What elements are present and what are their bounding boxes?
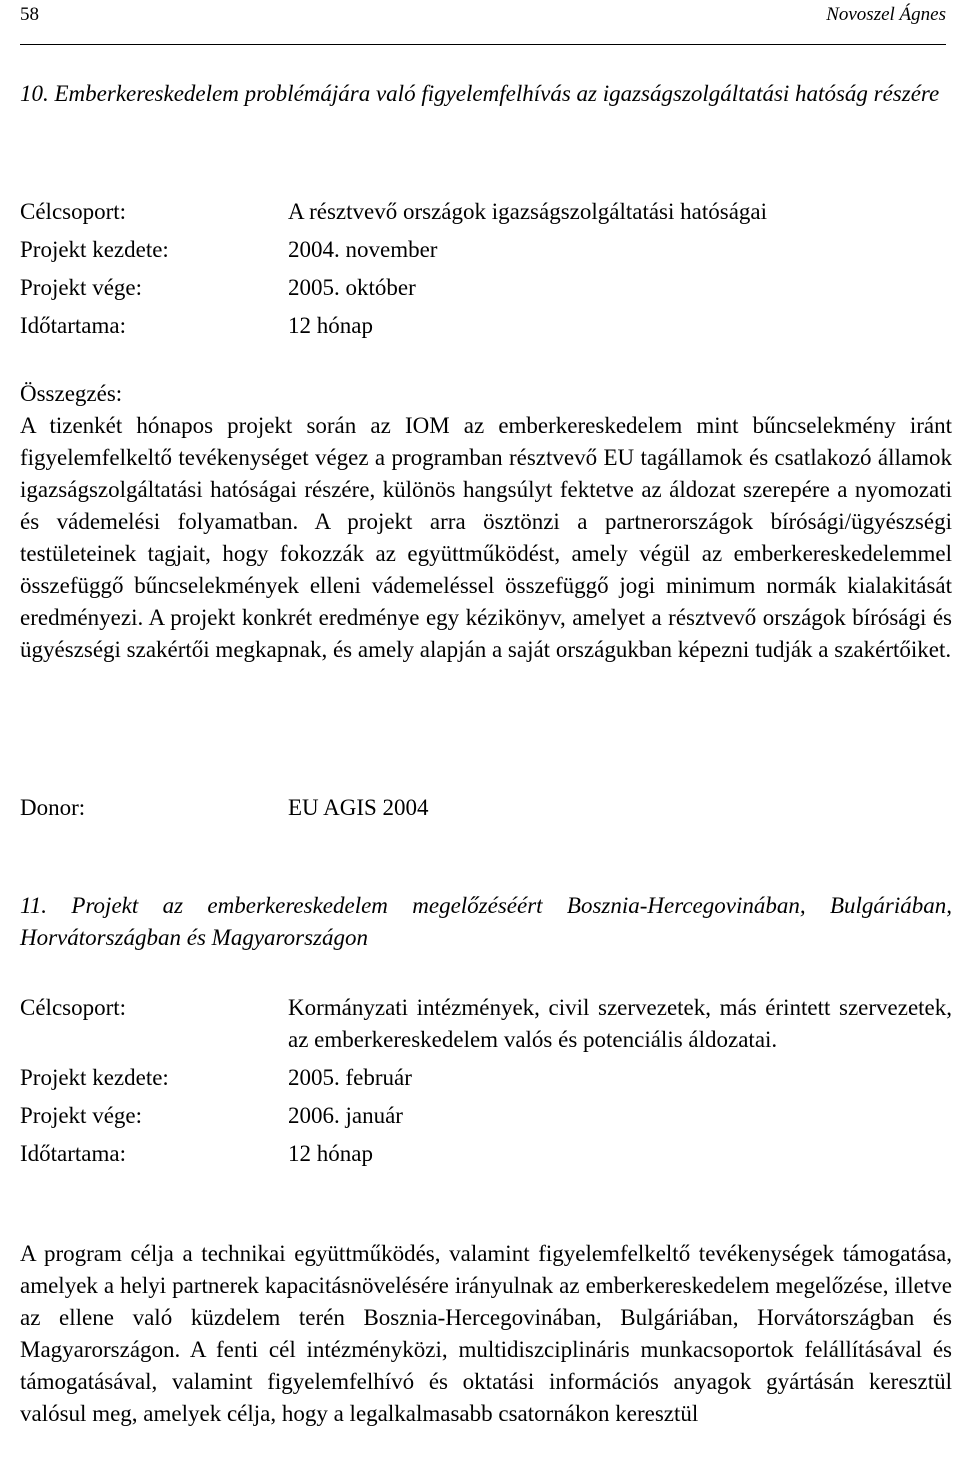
donor-label: Donor: xyxy=(20,795,86,820)
page-header xyxy=(20,4,946,34)
header-rule xyxy=(20,44,946,45)
running-author: Novoszel Ágnes xyxy=(826,4,946,25)
section-10-title: 10. Emberkereskedelem problémájára való figyelemfelhívás az igazságszolgáltatási hatóság részére xyxy=(20,81,940,106)
meta-label-end: Projekt vége: xyxy=(20,1103,142,1128)
summary-label: Összegzés: xyxy=(20,381,123,406)
meta-value-start: 2005. február xyxy=(288,1065,412,1090)
meta-label-start: Projekt kezdete: xyxy=(20,1065,169,1090)
meta-label-duration: Időtartama: xyxy=(20,313,127,338)
donor-value: EU AGIS 2004 xyxy=(288,795,429,820)
section-11-paragraph: A program célja a technikai együttműködés, valamint figyelemfelkeltő tevékenységek támogatása, amelyek a helyi partnerek kapacitásnövelésére irányulnak az emberkereskedelem megelőzése, illetve az ellene való küzdelem terén Bosznia-Hercegovinában, Bulgáriában, Horvátországban és Magyarországon. A fenti cél intézményközi, multidiszciplináris munkacsoportok felállításával és támogatásával, valamint figyelemfelhívó és oktatási információs anyagok gyártásán keresztül valósul meg, amelyek célja, hogy a legalkalmasabb csatornákon keresztül xyxy=(20,1241,952,1426)
meta-value-end: 2006. január xyxy=(288,1103,403,1128)
meta-value-target: A résztvevő országok igazságszolgáltatási hatóságai xyxy=(288,199,768,224)
section-10-meta xyxy=(20,196,952,342)
meta-value-start: 2004. november xyxy=(288,237,438,262)
meta-value-end: 2005. október xyxy=(288,275,416,300)
meta-label-start: Projekt kezdete: xyxy=(20,237,169,262)
meta-label-end: Projekt vége: xyxy=(20,275,142,300)
meta-label-target: Célcsoport: xyxy=(20,995,127,1020)
meta-label-duration: Időtartama: xyxy=(20,1141,127,1166)
section-11-meta xyxy=(20,992,952,1170)
section-11-title: 11. Projekt az emberkereskedelem megelőzéséért Bosznia-Hercegovinában, Bulgáriában, Horvátországban és Magyarországon xyxy=(20,893,952,950)
meta-value-duration: 12 hónap xyxy=(288,313,373,338)
summary-paragraph: A tizenkét hónapos projekt során az IOM az emberkereskedelem mint bűncselekmény iránt figyelemfelkeltő tevékenységet végez a programban résztvevő EU tagállamok és csatlakozó államok igazságszolgáltatási hatóságai részére, különös hangsúlyt fektetve az áldozat szerepére a nyomozati és vádemelési folyamatban. A projekt arra ösztönzi a partnerországok bírósági/ügyészségi testületeinek tagjait, hogy fokozzák az együttműködést, amely végül az emberkereskedelemmel összefüggő bűncselekmények elleni vádemeléssel összefüggő jogi minimum normák kialakitását eredményezi. A projekt konkrét eredménye egy kézikönyv, amelyet a résztvevő országok bírósági és ügyészségi szakértői megkapnak, és amely alapján a saját országukban képezni tudják a szakértőiket. xyxy=(20,413,952,662)
donor-row xyxy=(20,792,952,824)
meta-value-duration: 12 hónap xyxy=(288,1141,373,1166)
page-number: 58 xyxy=(20,4,39,25)
meta-value-target: Kormányzati intézmények, civil szervezetek, más érintett szervezetek, az emberkereskedelem valós és potenciális áldozatai. xyxy=(288,995,952,1052)
section-10 xyxy=(20,78,952,110)
meta-label-target: Célcsoport: xyxy=(20,199,127,224)
